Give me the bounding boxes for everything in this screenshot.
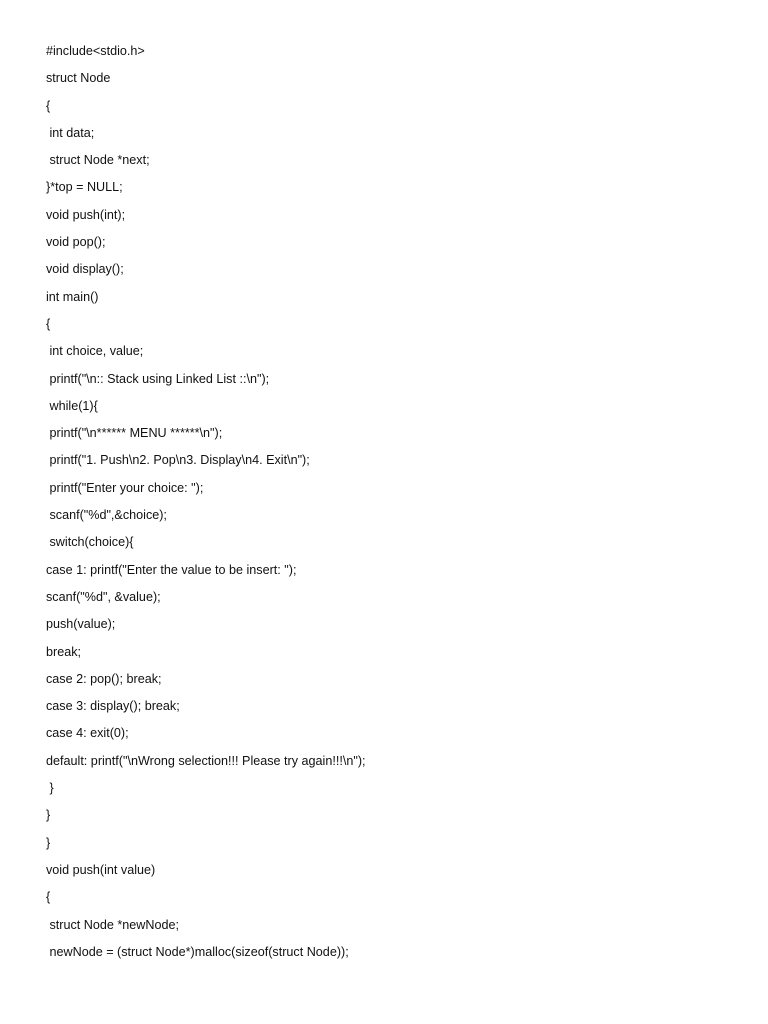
code-line: newNode = (struct Node*)malloc(sizeof(struct Node)); — [46, 944, 349, 959]
code-line: }*top = NULL; — [46, 180, 123, 195]
code-line: switch(choice){ — [46, 535, 134, 550]
code-line: scanf("%d",&choice); — [46, 508, 167, 523]
code-line: int choice, value; — [46, 344, 144, 359]
code-line: struct Node *next; — [46, 153, 150, 168]
code-line: printf("Enter your choice: "); — [46, 480, 204, 495]
code-line: printf("\n****** MENU ******\n"); — [46, 426, 223, 441]
code-line: void display(); — [46, 262, 124, 277]
code-line: break; — [46, 644, 82, 659]
code-line: printf("1. Push\n2. Pop\n3. Display\n4. Exit\n"); — [46, 453, 310, 468]
code-line: int main() — [46, 289, 99, 304]
code-line: int data; — [46, 125, 95, 140]
code-line: push(value); — [46, 617, 116, 632]
code-line: void push(int value) — [46, 862, 156, 877]
code-line: } — [46, 808, 51, 823]
code-line: } — [46, 781, 54, 796]
code-line: void pop(); — [46, 235, 106, 250]
code-line: struct Node — [46, 71, 111, 86]
code-line: case 1: printf("Enter the value to be insert: "); — [46, 562, 297, 577]
code-line: default: printf("\nWrong selection!!! Please try again!!!\n"); — [46, 753, 366, 768]
code-line: printf("\n:: Stack using Linked List ::\n"); — [46, 371, 270, 386]
code-line: { — [46, 890, 51, 905]
code-line: scanf("%d", &value); — [46, 589, 161, 604]
code-line: case 3: display(); break; — [46, 699, 180, 714]
code-line: void push(int); — [46, 207, 126, 222]
code-line: case 2: pop(); break; — [46, 671, 162, 686]
code-line: { — [46, 98, 51, 113]
code-line: #include<stdio.h> — [46, 44, 145, 58]
code-line: } — [46, 835, 51, 850]
code-line: struct Node *newNode; — [46, 917, 180, 932]
code-listing — [46, 41, 366, 969]
code-line: while(1){ — [46, 398, 98, 413]
code-line: { — [46, 316, 51, 331]
code-line: case 4: exit(0); — [46, 726, 129, 741]
